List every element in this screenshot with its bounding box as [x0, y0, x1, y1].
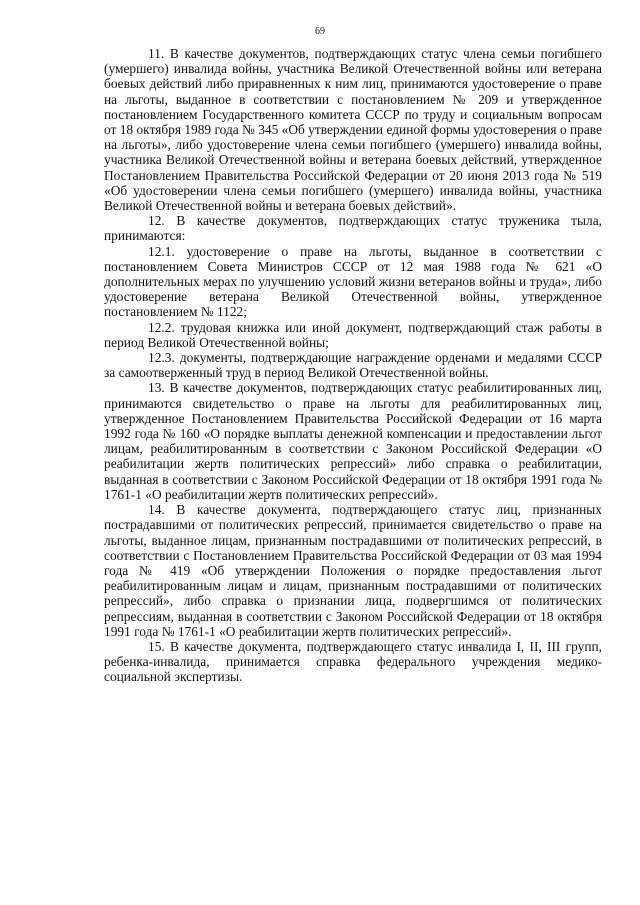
document-body: [104, 46, 602, 685]
paragraph-12: 12. В качестве документов, подтверждающих статус труженика тыла, принимаются:: [104, 213, 602, 244]
paragraph-13: 13. В качестве документов, подтверждающих статус реабилитированных лиц, принимаются свидетельство о праве на льготы для реабилитированных лиц, утвержденное Постановлением Правительства Российской Федерации от 16 марта 1992 года № 160 «О порядке выплаты денежной компенсации и предоставлении льгот лицам, реабилитированным в соответствии с Законом Российской Федерации «О реабилитации жертв политических репрессий» либо справка о реабилитации, выданная в соответствии с Законом Российской Федерации от 18 октября 1991 года № 1761-1 «О реабилитации жертв политических репрессий».: [104, 380, 602, 502]
page-number: 69: [315, 26, 325, 37]
paragraph-11: 11. В качестве документов, подтверждающих статус члена семьи погибшего (умершего) инвалида войны, участника Великой Отечественной войны или ветерана боевых действий либо приравненных к ним лиц, принимаются удостоверение о праве на льготы, выданное в соответствии с постановлением № 209 и утвержденное постановлением Государственного комитета СССР по труду и социальным вопросам от 18 октября 1989 года № 345 «Об утверждении единой формы удостоверения о праве на льготы», либо удостоверение члена семьи погибшего (умершего) инвалида войны, участника Великой Отечественной войны и ветерана боевых действий, утвержденное Постановлением Правительства Российской Федерации от 20 июня 2013 года № 519 «Об удостоверении члена семьи погибшего (умершего) инвалида войны, участника Великой Отечественной войны и ветерана боевых действий».: [104, 46, 602, 214]
paragraph-12-1: 12.1. удостоверение о праве на льготы, выданное в соответствии с постановлением Совета Министров СССР от 12 мая 1988 года № 621 «О дополнительных мерах по улучшению условий жизни ветеранов войны и труда», либо удостоверение ветерана Великой Отечественной войны, утвержденное постановлением № 1122;: [104, 243, 602, 320]
paragraph-15: 15. В качестве документа, подтверждающего статус инвалида I, II, III групп, ребенка-инвалида, принимается справка федерального учреждения медико-социальной экспертизы.: [104, 638, 602, 685]
paragraph-12-2: 12.2. трудовая книжка или иной документ, подтверждающий стаж работы в период Великой Отечественной войны;: [104, 319, 602, 350]
paragraph-14: 14. В качестве документа, подтверждающего статус лиц, признанных пострадавшими от политических репрессий, принимается свидетельство о праве на льготы, выданное лицам, признанным пострадавшими от политических репрессий, в соответствии с Постановлением Правительства Российской Федерации от 03 мая 1994 года № 419 «Об утверждении Положения о порядке предоставления льгот реабилитированным лицам и лицам, признанным пострадавшими от политических репрессий», либо справка о признании лица, подвергшимся от политических репрессиям, выданная в соответствии с Законом Российской Федерации от 18 октября 1991 года № 1761-1 «О реабилитации жертв политических репрессий».: [104, 502, 602, 639]
paragraph-12-3: 12.3. документы, подтверждающие награждение орденами и медалями СССР за самоотверженный труд в период Великой Отечественной войны.: [104, 350, 602, 381]
